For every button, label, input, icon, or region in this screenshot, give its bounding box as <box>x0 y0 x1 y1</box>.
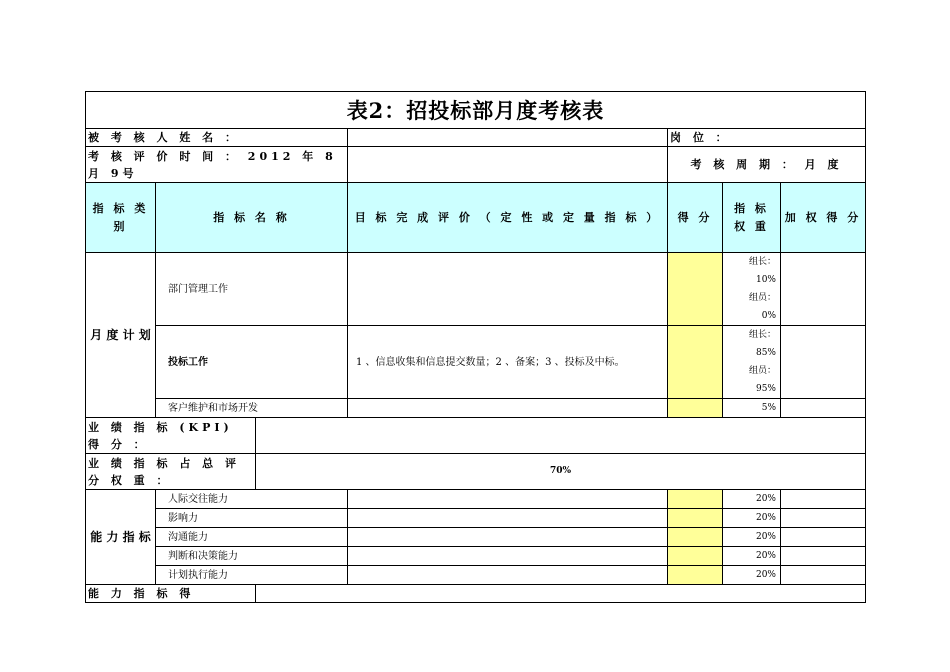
weight-cell: 组长： 85% 组员： 95% <box>723 326 781 399</box>
evaluation-cell[interactable] <box>348 509 668 528</box>
table-row <box>86 253 866 326</box>
indicator-name: 计划执行能力 <box>156 566 348 585</box>
kpi-score-label: 业 绩 指 标 (KPI) 得 分 ： <box>86 418 256 454</box>
weight-cell: 20% <box>723 547 781 566</box>
score-cell[interactable] <box>668 253 723 326</box>
ability-score-value[interactable] <box>256 585 866 603</box>
score-cell[interactable] <box>668 547 723 566</box>
indicator-name: 判断和决策能力 <box>156 547 348 566</box>
ability-score-label: 能 力 指 标 得 <box>86 585 256 603</box>
weighted-score-cell[interactable] <box>781 326 866 399</box>
table-row <box>86 326 866 399</box>
assessment-sheet <box>85 91 865 600</box>
table-row <box>86 399 866 418</box>
assessment-table <box>85 91 866 603</box>
score-cell[interactable] <box>668 509 723 528</box>
evaluation-cell[interactable] <box>348 528 668 547</box>
header-weighted-score: 加 权 得 分 <box>781 183 866 253</box>
table-row <box>86 509 866 528</box>
weight-cell: 组长： 10% 组员： 0% <box>723 253 781 326</box>
post-label: 岗 位 ： <box>668 129 866 147</box>
weighted-score-cell[interactable] <box>781 490 866 509</box>
table-row <box>86 547 866 566</box>
weighted-score-cell[interactable] <box>781 509 866 528</box>
category-ability: 能 力 指 标 <box>86 490 156 585</box>
header-evaluation: 目 标 完 成 评 价 （ 定 性 或 定 量 指 标 ） <box>348 183 668 253</box>
header-category: 指 标 类 别 <box>86 183 156 253</box>
cycle-label: 考 核 周 期 ： 月 度 <box>668 147 866 183</box>
weighted-score-cell[interactable] <box>781 566 866 585</box>
evaluation-cell[interactable] <box>348 399 668 418</box>
weighted-score-cell[interactable] <box>781 528 866 547</box>
evaluation-cell[interactable] <box>348 253 668 326</box>
evaluation-cell[interactable]: 1 、信息收集和信息提交数量；2 、备案；3 、投标及中标。 <box>348 326 668 399</box>
evaluation-time-label: 考 核 评 价 时 间 ： 2012 年 8 月 9号 <box>86 147 348 183</box>
header-weight: 指 标 权 重 <box>723 183 781 253</box>
weight-cell: 20% <box>723 490 781 509</box>
header-score: 得 分 <box>668 183 723 253</box>
indicator-name: 投标工作 <box>156 326 348 399</box>
weight-cell: 20% <box>723 509 781 528</box>
evaluation-time-value[interactable] <box>348 147 668 183</box>
examinee-name-value[interactable] <box>348 129 668 147</box>
weighted-score-cell[interactable] <box>781 399 866 418</box>
table-title: 表2：招投标部月度考核表 <box>86 92 866 129</box>
weight-cell: 20% <box>723 528 781 547</box>
table-row <box>86 566 866 585</box>
weighted-score-cell[interactable] <box>781 253 866 326</box>
examinee-name-label: 被 考 核 人 姓 名 ： <box>86 129 348 147</box>
weight-cell: 5% <box>723 399 781 418</box>
score-cell[interactable] <box>668 326 723 399</box>
kpi-ratio-label: 业 绩 指 标 占 总 评 分 权 重 ： <box>86 454 256 490</box>
indicator-name: 客户维护和市场开发 <box>156 399 348 418</box>
weight-cell: 20% <box>723 566 781 585</box>
kpi-score-value[interactable] <box>256 418 866 454</box>
score-cell[interactable] <box>668 490 723 509</box>
indicator-name: 沟通能力 <box>156 528 348 547</box>
score-cell[interactable] <box>668 566 723 585</box>
kpi-ratio-value: 70% <box>256 454 866 490</box>
score-cell[interactable] <box>668 399 723 418</box>
score-cell[interactable] <box>668 528 723 547</box>
header-indicator-name: 指 标 名 称 <box>156 183 348 253</box>
indicator-name: 人际交往能力 <box>156 490 348 509</box>
indicator-name: 部门管理工作 <box>156 253 348 326</box>
evaluation-cell[interactable] <box>348 490 668 509</box>
category-monthly-plan: 月 度 计 划 <box>86 253 156 418</box>
evaluation-cell[interactable] <box>348 547 668 566</box>
weighted-score-cell[interactable] <box>781 547 866 566</box>
evaluation-cell[interactable] <box>348 566 668 585</box>
table-row <box>86 528 866 547</box>
indicator-name: 影响力 <box>156 509 348 528</box>
table-row <box>86 490 866 509</box>
